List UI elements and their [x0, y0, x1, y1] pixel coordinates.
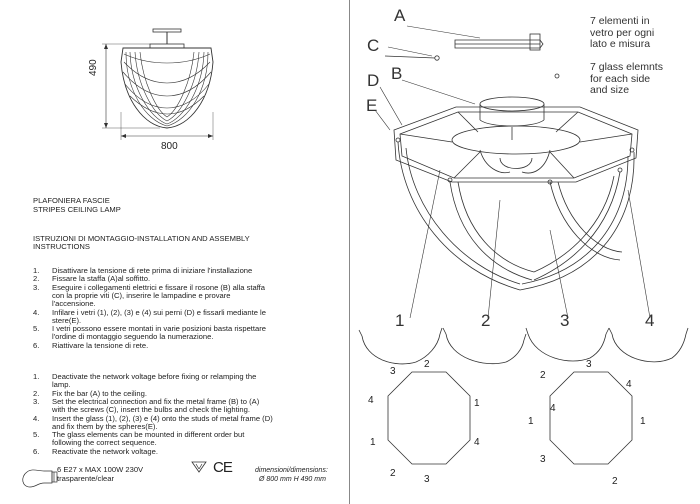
step-text: Eseguire i collegamenti elettrici e fissare il rosone (B) alla staffa — [52, 282, 266, 292]
octagon-left-label: 1 — [474, 398, 480, 409]
glass-note-line: 7 glass elemnts — [590, 61, 663, 73]
octagon-right-label: 4 — [626, 379, 632, 390]
glass-number-3: 3 — [560, 311, 570, 330]
step-text: Insert the glass (1), (2), (3) e (4) onto the studs of metal frame (D) — [52, 413, 273, 423]
ce-mark: CE — [213, 459, 232, 476]
step-number: 6. — [33, 340, 40, 350]
step-text: with the screws (C), insert the bulbs and check the lighting. — [52, 405, 250, 415]
glass-number-1: 1 — [395, 311, 405, 330]
octagon-left-label: 2 — [424, 359, 430, 370]
octagon-right-label: 1 — [640, 416, 646, 427]
triangle-mark-icon — [192, 462, 206, 472]
dimensions-label: dimensioni/dimensions: — [255, 467, 328, 474]
step-text: l'ordine di montaggio seguendo la numerazione. — [52, 332, 214, 342]
step-text: l'accensione. — [52, 299, 96, 309]
octagon-left-label: 3 — [390, 366, 396, 377]
part-label-e: E — [366, 96, 378, 115]
step-text: Set the electrical connection and fix the metal frame (B) to (A) — [52, 396, 260, 406]
octagon-left-label: 3 — [424, 474, 430, 485]
height-dimension: 490 — [88, 59, 99, 76]
octagon-left-label: 4 — [474, 437, 480, 448]
step-text: Fix the bar (A) to the ceiling. — [52, 388, 147, 398]
octagon-right-label: 2 — [540, 370, 546, 381]
instructions-title: ISTRUZIONI DI MONTAGGIO-INSTALLATION AND ASSEMBLY — [33, 234, 250, 243]
instructions-title-cont: INSTRUCTIONS — [33, 242, 90, 251]
step-number: 2. — [33, 388, 40, 398]
octagon-right-label: 3 — [540, 454, 546, 465]
glass-note-line: vetro per ogni — [590, 26, 655, 39]
step-number: 3. — [33, 396, 40, 406]
step-text: Riattivare la tensione di rete. — [52, 340, 149, 350]
glass-note-line: and size — [590, 84, 630, 96]
part-label-d: D — [367, 71, 380, 90]
step-number: 5. — [33, 430, 40, 440]
octagon-left-label: 2 — [390, 468, 396, 479]
octagon-left-label: 1 — [370, 437, 376, 448]
step-number: 1. — [33, 266, 40, 275]
step-text: stere(E). — [52, 315, 82, 325]
part-label-c: C — [367, 36, 380, 55]
step-text: The glass elements can be mounted in different order but — [52, 430, 245, 440]
part-label-a: A — [394, 6, 406, 25]
glass-note-line: for each side — [590, 72, 651, 85]
product-name-it: PLAFONIERA FASCIE — [33, 196, 110, 205]
step-number: 6. — [33, 446, 40, 456]
step-text: and fix them by the spheres(E). — [52, 421, 158, 431]
part-label-b: B — [391, 64, 403, 83]
glass-number-2: 2 — [481, 311, 491, 330]
octagon-right-label: 3 — [586, 359, 592, 370]
step-number: 4. — [33, 413, 40, 423]
width-dimension: 800 — [161, 141, 178, 152]
glass-note-line: 7 elementi in — [590, 15, 650, 27]
glass-note-line: lato e misura — [590, 38, 651, 50]
step-text: I vetri possono essere montati in varie posizioni basta rispettare — [52, 324, 266, 334]
step-number: 4. — [33, 307, 40, 317]
octagon-right-label: 4 — [550, 403, 556, 414]
step-text: Infilare i vetri (1), (2), (3) e (4) sui perni (D) e fissarli mediante le — [52, 307, 266, 317]
step-number: 1. — [33, 372, 40, 381]
octagon-right-label: 2 — [612, 476, 618, 487]
dimensions-value: Ø 800 mm H 490 mm — [259, 476, 326, 483]
glass-note-english — [590, 62, 663, 97]
step-text: Reactivate the network voltage. — [52, 446, 158, 456]
product-name-en: STRIPES CEILING LAMP — [33, 205, 121, 214]
octagon-left-label: 4 — [368, 395, 374, 406]
left-page — [0, 0, 349, 504]
right-page — [350, 0, 700, 504]
step-text: Deactivate the network voltage before fixing or relamping the — [52, 372, 257, 381]
bulb-icon — [23, 470, 57, 487]
glass-note-italian — [590, 16, 654, 51]
step-text: following the correct sequence. — [52, 438, 157, 448]
step-number: 2. — [33, 274, 40, 284]
step-number: 5. — [33, 324, 40, 334]
glass-number-4: 4 — [645, 311, 655, 330]
step-text: Disattivare la tensione di rete prima di iniziare l'installazione — [52, 266, 253, 275]
step-text: lamp. — [52, 380, 71, 390]
bulb-spec: 6 E27 x MAX 100W 230V — [57, 465, 144, 474]
bulb-finish: trasparente/clear — [57, 474, 114, 483]
step-text: con la proprie viti (C), inserire le lampadine e provare — [52, 290, 231, 300]
step-text: Fissare la staffa (A)al soffitto. — [52, 274, 151, 284]
octagon-right-label: 1 — [528, 416, 534, 427]
step-number: 3. — [33, 282, 40, 292]
